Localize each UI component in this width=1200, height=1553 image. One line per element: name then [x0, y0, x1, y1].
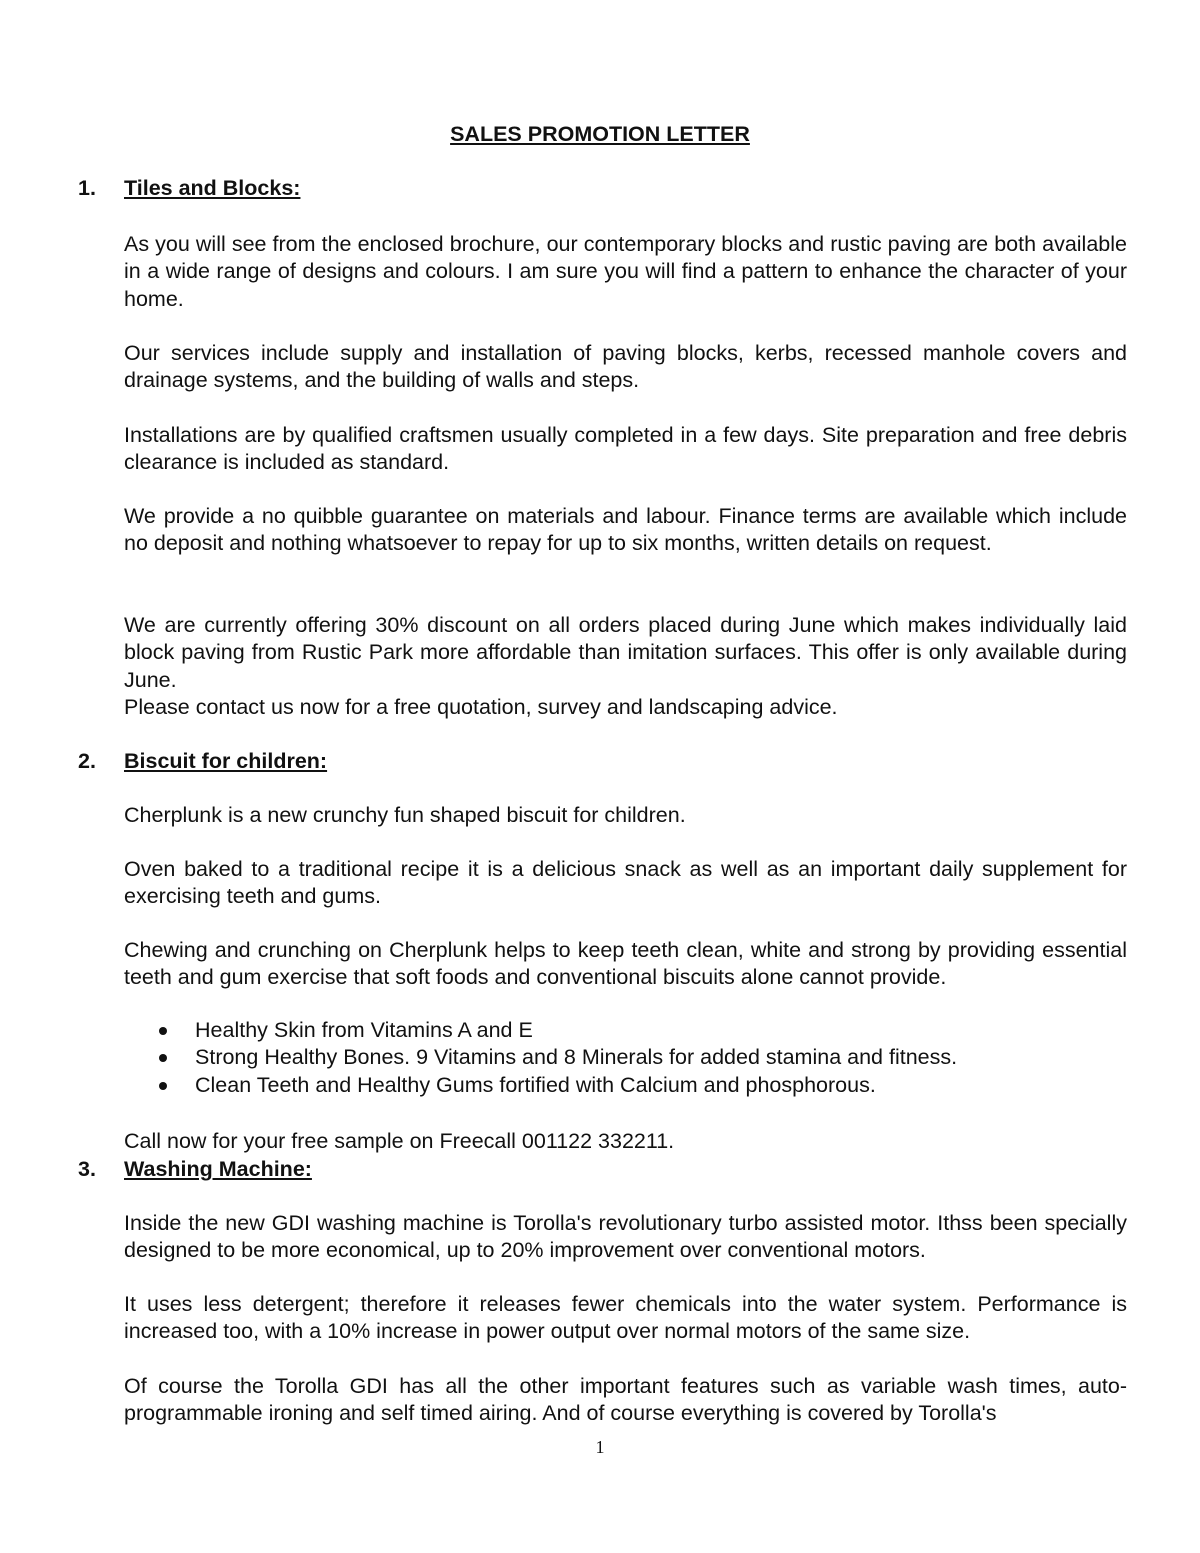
- paragraph: Oven baked to a traditional recipe it is a delicious snack as well as an important daily supplement for exercising teeth and gums.: [124, 857, 1127, 909]
- list-item: [124, 1017, 957, 1044]
- section-number: 3.: [78, 1157, 96, 1181]
- page-title: SALES PROMOTION LETTER: [450, 122, 750, 146]
- paragraph: Of course the Torolla GDI has all the other important features such as variable wash times, auto-programmable ironing and self timed airing. And of course everything is covered by Torolla's: [124, 1374, 1127, 1426]
- bullet-icon: [159, 1027, 167, 1035]
- list-item-text: Strong Healthy Bones. 9 Vitamins and 8 Minerals for added stamina and fitness.: [195, 1045, 958, 1070]
- section-heading-text: Biscuit for children:: [124, 749, 328, 773]
- section-heading-text: Washing Machine:: [124, 1157, 312, 1181]
- section-number: 1.: [78, 176, 96, 200]
- paragraph: Chewing and crunching on Cherplunk helps to keep teeth clean, white and strong by providing essential teeth and gum exercise that soft foods and conventional biscuits alone cannot provide.: [124, 938, 1127, 990]
- paragraph: Cherplunk is a new crunchy fun shaped biscuit for children.: [124, 803, 686, 827]
- list-item-text: Healthy Skin from Vitamins A and E: [195, 1018, 533, 1042]
- paragraph: We are currently offering 30% discount on all orders placed during June which makes individually laid block paving from Rustic Park more affordable than imitation surfaces. This offer is only available during June.: [124, 613, 1127, 692]
- page-number: 1: [595, 1437, 605, 1457]
- section-heading-washing-machine: [78, 1155, 312, 1183]
- list-item: [124, 1044, 957, 1071]
- paragraph: Please contact us now for a free quotation, survey and landscaping advice.: [124, 695, 838, 719]
- paragraph: As you will see from the enclosed brochure, our contemporary blocks and rustic paving are both available in a wide range of designs and colours. I am sure you will find a pattern to enhance the character of your home.: [124, 232, 1127, 311]
- section-heading-tiles-and-blocks: [78, 174, 300, 202]
- paragraph: Call now for your free sample on Freecall 001122 332211.: [124, 1129, 675, 1153]
- paragraph: We provide a no quibble guarantee on materials and labour. Finance terms are available which include no deposit and nothing whatsoever to repay for up to six months, written details on request.: [124, 504, 1127, 556]
- section-heading-biscuit-for-children: [78, 747, 327, 775]
- section-number: 2.: [78, 749, 96, 773]
- paragraph: Our services include supply and installation of paving blocks, kerbs, recessed manhole covers and drainage systems, and the building of walls and steps.: [124, 341, 1127, 393]
- list-item-text: Clean Teeth and Healthy Gums fortified with Calcium and phosphorous.: [195, 1072, 876, 1097]
- list-item: [124, 1072, 957, 1099]
- bullet-list: [124, 1017, 957, 1099]
- bullet-icon: [159, 1082, 167, 1090]
- paragraph: Installations are by qualified craftsmen usually completed in a few days. Site preparation and free debris clearance is included as standard.: [124, 423, 1127, 475]
- bullet-icon: [159, 1054, 167, 1062]
- section-heading-text: Tiles and Blocks:: [124, 176, 301, 200]
- paragraph: It uses less detergent; therefore it releases fewer chemicals into the water system. Performance is increased too, with a 10% increase in power output over normal motors of the same size.: [124, 1292, 1127, 1344]
- paragraph: Inside the new GDI washing machine is Torolla's revolutionary turbo assisted motor. Ithss been specially designed to be more economical, up to 20% improvement over conventional motors.: [124, 1211, 1127, 1263]
